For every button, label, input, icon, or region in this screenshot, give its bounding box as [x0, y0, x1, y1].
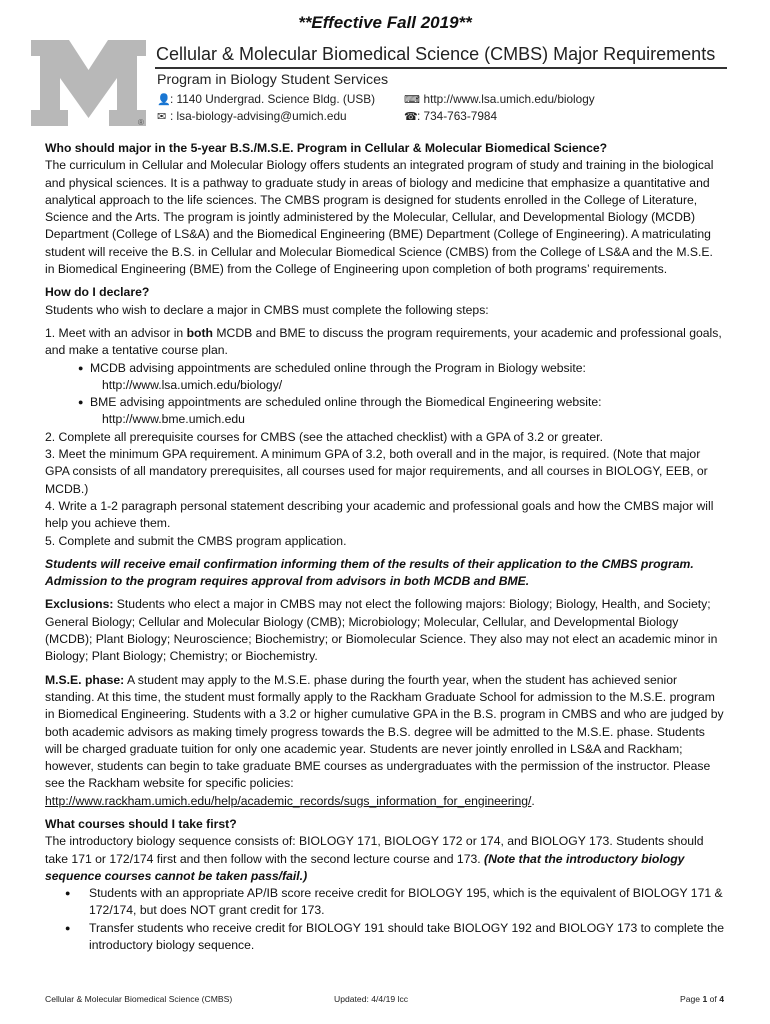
contact-website: ⌨: http://www.lsa.umich.edu/biology	[404, 92, 595, 106]
who-heading: Who should major in the 5-year B.S./M.S.E. Program in Cellular & Molecular Biomedical Science?	[45, 141, 608, 155]
admission-notice: Students will receive email confirmation informing them of the results of their application to the CMBS program. Admission to the program requires approval from advisors in both MCDB and BME.	[45, 556, 694, 589]
list-item: ● BME advising appointments are scheduled online through the Biomedical Engineering website:	[45, 394, 725, 411]
envelope-icon: ✉	[157, 111, 167, 123]
bme-url: http://www.bme.umich.edu	[102, 412, 245, 427]
declare-step-1: 1. Meet with an advisor in both MCDB and BME to discuss the program requirements, your academic and professional goals, and make a tentative course plan.	[45, 325, 722, 358]
contact-address: 👤: 1140 Undergrad. Science Bldg. (USB)	[157, 92, 376, 106]
footer-updated: Updated: 4/4/19 lcc	[334, 994, 409, 1004]
mse-paragraph: M.S.E. phase: A student may apply to the M.S.E. phase during the fourth year, when the student has achieved senior standing. At this time, the student must formally apply to the Rackham Graduate School for admission to the M.S.E. program in Biomedical Engineering. Students with a 3.2 or higher cumulative GPA in the B.S. program in CMBS and who are judged by both academic advisors as making timely progress towards the B.S. degree will be admitted to the M.S.E. phase. Students will be charged graduate tuition for only one academic year. Students are never jointly enrolled in LS&A and Rackham; however, students can begin to take graduate BME courses as undergraduates with the permission of the instructor. Please see the Rackham website for specific policies: http://www.rackham.umich.edu/help/academic_records/sugs_information_for_engineering/.	[45, 672, 724, 808]
rackham-link[interactable]: http://www.rackham.umich.edu/help/academic_records/sugs_information_for_engineering/	[45, 793, 532, 808]
courses-body: The introductory biology sequence consists of: BIOLOGY 171, BIOLOGY 172 or 174, and BIOLOGY 173. Students should take 171 or 172/174 first and then follow with the second lecture course and 173. (Note that the introductory biology sequence courses cannot be taken pass/fail.)	[45, 834, 704, 883]
registered-mark: ®	[138, 118, 144, 127]
telephone-icon: ☎	[404, 111, 418, 123]
mcdb-url: http://www.lsa.umich.edu/biology/	[102, 377, 283, 392]
bullet-icon: ●	[78, 362, 84, 373]
courses-heading: What courses should I take first?	[45, 816, 237, 831]
declare-intro: Students who wish to declare a major in CMBS must complete the following steps:	[45, 302, 489, 317]
document-subtitle: Program in Biology Student Services	[157, 72, 389, 88]
person-icon: 👤	[157, 94, 171, 106]
declare-step-2: 2. Complete all prerequisite courses for CMBS (see the attached checklist) with a GPA of 3.2 or greater.	[45, 429, 603, 444]
list-item: ● MCDB advising appointments are scheduled online through the Program in Biology website:	[45, 360, 725, 377]
footer-page-number: Page 1 of 4	[680, 994, 724, 1004]
computer-icon: ⌨	[404, 94, 420, 106]
declare-step-4: 4. Write a 1-2 paragraph personal statement describing your academic and professional goals and how the CMBS major will help you achieve them.	[45, 498, 714, 531]
contact-email: ✉ : lsa-biology-advising@umich.edu	[157, 109, 347, 123]
declare-step-3: 3. Meet the minimum GPA requirement. A minimum GPA of 3.2, both overall and in the major, is required. (Note that major GPA consists of all mandatory prerequisites, all courses used for major requirements, and all courses in BIOLOGY, EEB, or MCDB.)	[45, 447, 708, 496]
list-item: ● Transfer students who receive credit for BIOLOGY 191 should take BIOLOGY 192 and BIOLOGY 173 to complete the introductory biology sequence.	[45, 920, 725, 955]
document-title: Cellular & Molecular Biomedical Science (CMBS) Major Requirements	[156, 44, 716, 64]
footer-program: Cellular & Molecular Biomedical Science (CMBS)	[45, 994, 233, 1004]
title-divider	[155, 67, 727, 69]
contact-phone: ☎: 734-763-7984	[404, 109, 498, 123]
bullet-icon: ●	[65, 888, 71, 899]
bullet-icon: ●	[78, 397, 84, 408]
bullet-icon: ●	[65, 922, 71, 933]
list-item: ● Students with an appropriate AP/IB score receive credit for BIOLOGY 195, which is the equivalent of BIOLOGY 171 & 172/174, but does NOT grant credit for 173.	[45, 885, 725, 920]
exclusions-paragraph: Exclusions: Students who elect a major in CMBS may not elect the following majors: Biology; Biology, Health, and Society; General Biology; Cellular and Molecular Biology (CMB); Microbiology; Molecular, Cellular, and Developmental Biology (MCDB); Plant Biology; Neuroscience; Biochemistry; or Biomolecular Science. They also may not elect an academic minor in Biology; Plant Biology; Chemistry; or Biochemistry.	[45, 597, 718, 664]
declare-heading: How do I declare?	[45, 285, 150, 300]
who-body: The curriculum in Cellular and Molecular Biology offers students an integrated program of study and training in the biological and physical sciences. It is a pathway to graduate study in areas of biology and medicine that emphasize a quantitative and analytical approach to the life sciences. The CMBS program is designed for students enrolled in the College of Literature, Science and the Arts. The program is jointly administered by the Molecular, Cellular, and Developmental Biology (MCDB) Department (College of LS&A) and the Biomedical Engineering (BME) Department (College of Engineering). A matriculating student will receive the B.S. in Cellular and Molecular Biomedical Science (CMBS) from the College of LS&A and the M.S.E. in Biomedical Engineering (BME) from the College of Engineering upon completion of both programs’ requirements.	[45, 158, 714, 277]
effective-banner: **Effective Fall 2019**	[298, 13, 472, 32]
document-body	[45, 140, 725, 954]
university-m-logo	[31, 40, 146, 126]
declare-step-5: 5. Complete and submit the CMBS program application.	[45, 533, 347, 548]
